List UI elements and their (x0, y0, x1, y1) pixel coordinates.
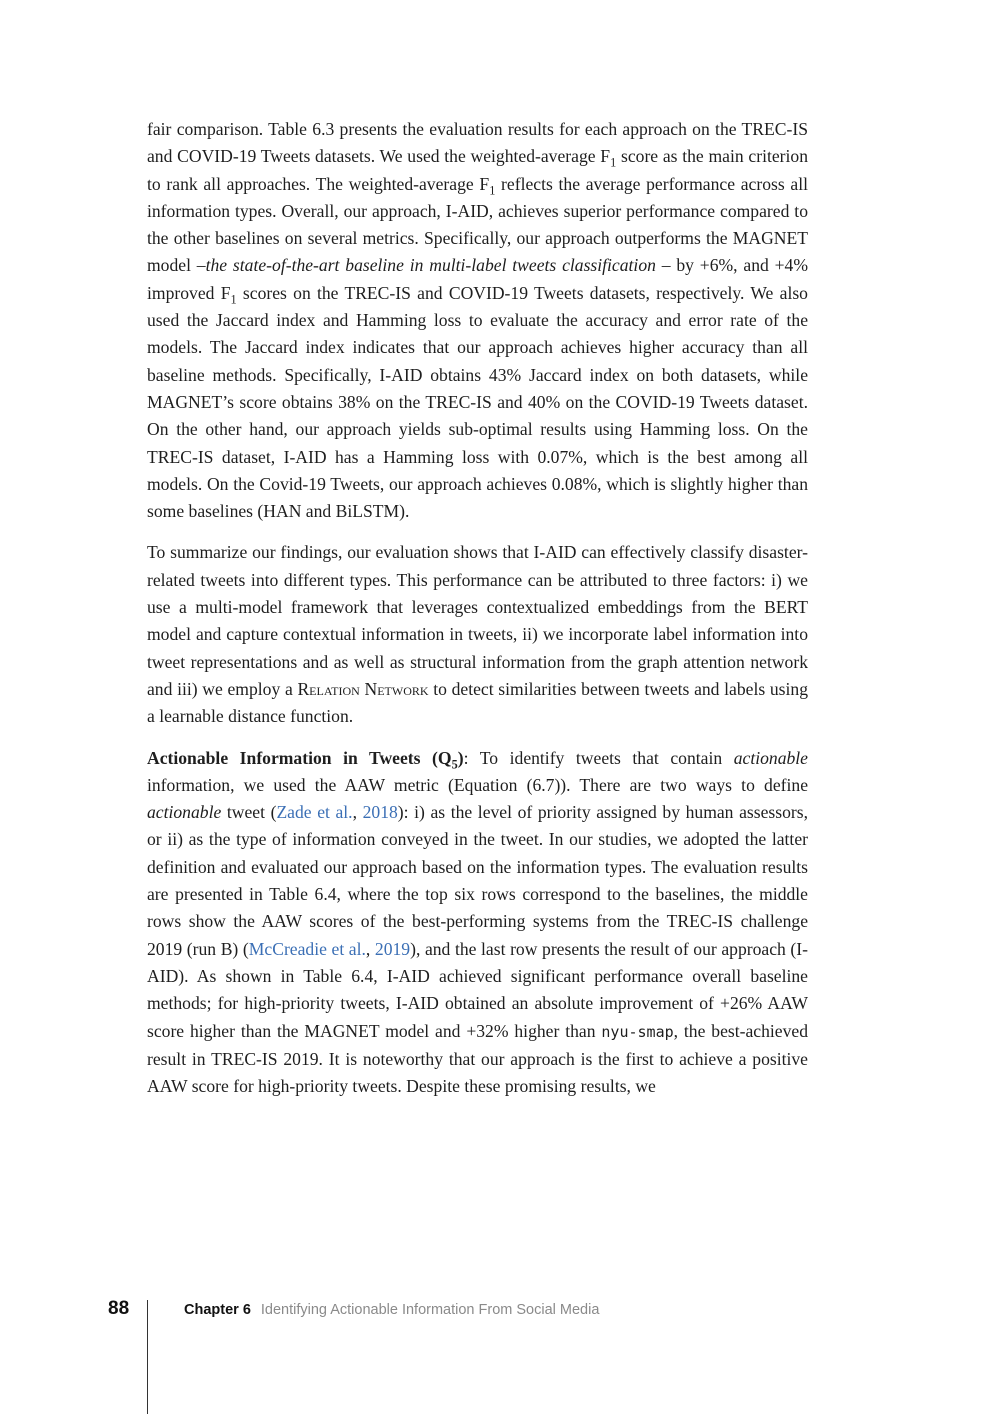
text-run: ): i) as the level of priority assigned by human assessors, or ii) as the type of information conveyed in the tweet. In our studies, we adopted the latter definition and evaluated our approach based on the information types. The evaluation results are presented in Table 6.4, where the top six rows correspond to the baselines, the middle rows show the AAW scores of the best-performing systems from the TREC-IS challenge 2019 (run B) ( (147, 802, 808, 959)
text-run: score as the main criterion to rank all approaches. The weighted-average F (147, 146, 808, 194)
citation-link[interactable]: McCreadie et al. (248, 938, 366, 959)
text-run: To summarize our findings, our evaluation shows that I-AID can effectively classify disaster-related tweets into different types. This performance can be attributed to three factors: i) we use a multi-model framework that leverages contextualized embeddings from the BERT model and capture contextual information in tweets, ii) we incorporate label information into tweet representations and as well as structural information from the graph attention network and iii) we employ a (147, 542, 808, 699)
citation-link[interactable]: 2018 (362, 802, 398, 823)
page-number: 88 (108, 1298, 130, 1319)
italic-word: actionable (733, 747, 808, 768)
text-run: ), and the last row presents the result of our approach (I-AID). As shown in Table 6.4, I-AID achieved significant performance overall baseline methods; for high-priority tweets, I-AID obtained an absolute improvement of +26% AAW score higher than the MAGNET model and +32% higher than (147, 938, 808, 1041)
paragraph-actionable: Actionable Information in Tweets $(Q_5)$: To identify tweets that contain actionable information, we used the AAW metric (Equation (6.7)). There are two ways to define actionable tweet (Zade et al., 2018): i) as the level of priority assigned by human assessors, or ii) as the type of information conveyed in the tweet. In our studies, we adopted the latter definition and evaluated our approach based on the information types. The evaluation results are presented in Table 6.4, where the top six rows correspond to the baselines, the middle rows show the AAW scores of the best-performing systems from the TREC-IS challenge 2019 (run B) (McCreadie et al., 2019), and the last row presents the result of our approach (I-AID). As shown in Table 6.4, I-AID achieved significant performance overall baseline methods; for high-priority tweets, I-AID obtained an absolute improvement of +26% AAW score higher than the MAGNET model and +32% higher than nyu-smap, the best-achieved result in TREC-IS 2019. It is noteworthy that our approach is the first to achieve a positive AAW score for high-priority tweets. Despite these promising results, we (147, 747, 809, 1097)
italic-word: actionable (147, 802, 222, 823)
text-run: reflects the average performance across all information types. Overall, our approach, I-AID, achieves superior performance compared to the other baselines on several metrics. Specifically, our approach outperforms the MAGNET model – (147, 173, 808, 276)
paragraph-results (147, 116, 808, 525)
subscript: 1 (610, 155, 617, 170)
text-run: : To identify tweets that contain (463, 747, 734, 768)
chapter-title: Identifying Actionable Information From Social Media (260, 1302, 600, 1318)
body-text (147, 116, 808, 1114)
text-run: fair comparison. Table 6.3 presents the evaluation results for each approach on the TREC-IS and COVID-19 Tweets datasets. We used the weighted-average F (147, 119, 808, 167)
running-footer (184, 1302, 599, 1318)
subscript: 1 (230, 292, 237, 307)
citation-link[interactable]: Zade et al. (276, 802, 353, 823)
text-run: tweet ( (221, 802, 277, 823)
footer-divider (147, 1300, 148, 1414)
subscript: 1 (489, 183, 496, 198)
text-run: information, we used the AAW metric (Equation (6.7)). There are two ways to define (147, 774, 808, 795)
text-run: , the best-achieved result in TREC-IS 2019. It is noteworthy that our approach is the first to achieve a positive AAW score for high-priority tweets. Despite these promising results, we (147, 1020, 809, 1097)
text-run: scores on the TREC-IS and COVID-19 Tweets datasets, respectively. We also used the Jaccard index and Hamming loss to evaluate the accuracy and error rate of the models. The Jaccard index indicates that our approach achieves higher accuracy than all baseline methods. Specifically, I-AID obtains 43% Jaccard index on both datasets, while MAGNET’s score obtains 38% on the TREC-IS and 40% on the COVID-19 Tweets dataset. On the other hand, our approach yields sub-optimal results using Hamming loss. On the TREC-IS dataset, I-AID has a Hamming loss with 0.07%, which is the best among all models. On the Covid-19 Tweets, our approach achieves 0.08%, which is slightly higher than some baselines (HAN and BiLSTM). (147, 282, 808, 522)
code-term: nyu-smap (601, 1022, 674, 1041)
small-caps-term: Relation Network (297, 678, 429, 699)
chapter-label: Chapter 6 (184, 1302, 251, 1318)
citation-link[interactable]: 2019 (374, 938, 411, 959)
paragraph-heading: Actionable Information in Tweets $(Q_5)$ (147, 747, 464, 772)
italic-phrase: the state-of-the-art baseline in multi-label tweets classification (205, 255, 656, 276)
text-run: – by +6%, and +4% improved F (147, 255, 809, 303)
paragraph-summary (147, 539, 808, 730)
text-run: to detect similarities between tweets and labels using a learnable distance function. (147, 678, 808, 727)
